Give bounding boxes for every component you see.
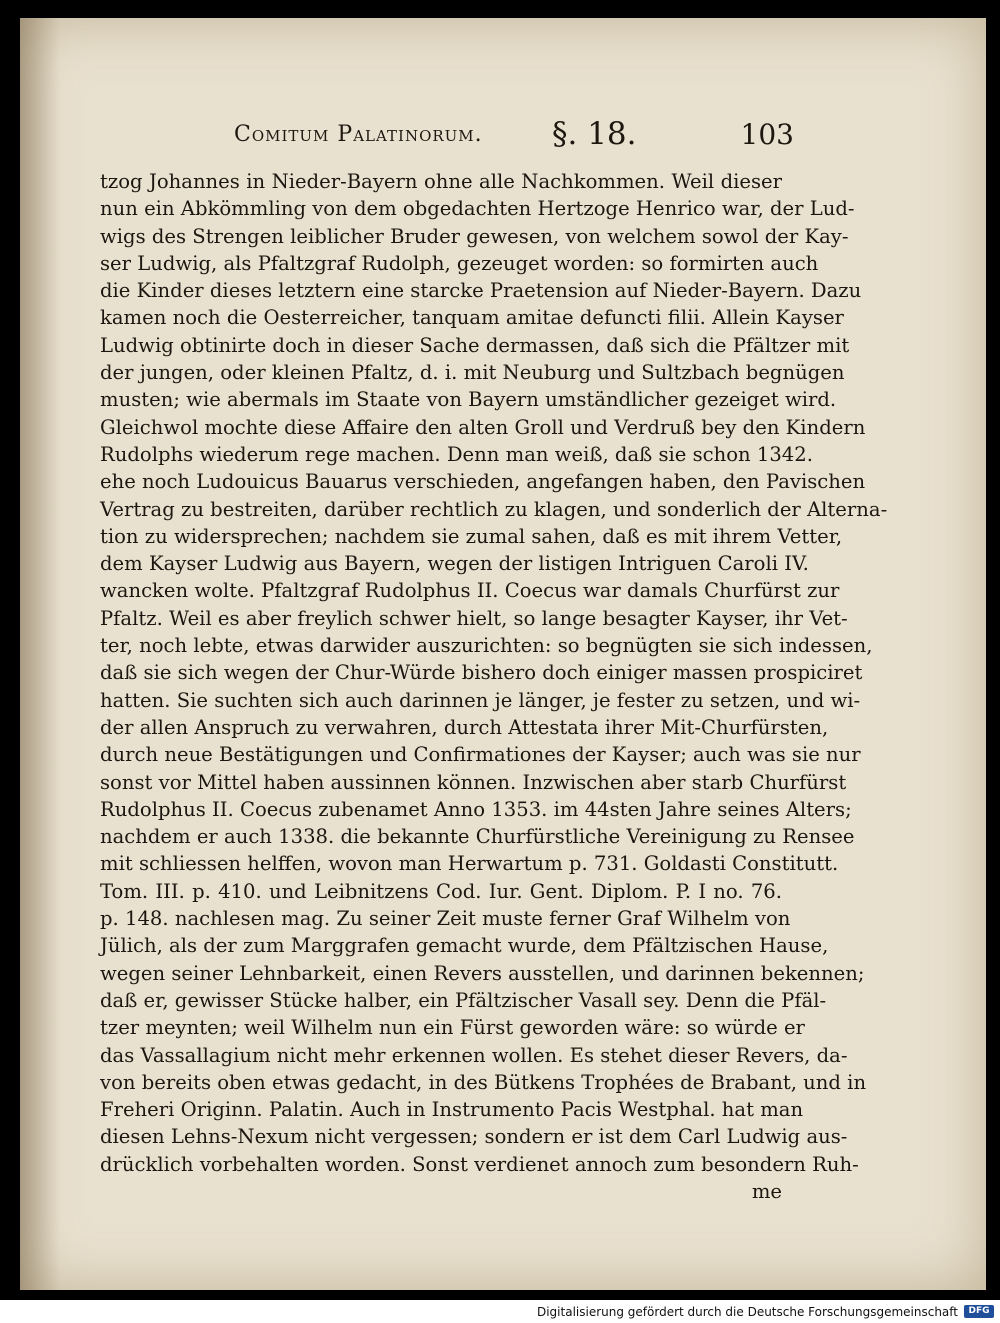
text-line: nachdem er auch 1338. die bekannte Churfürstliche Vereinigung zu Rensee <box>100 825 855 849</box>
text-line: durch neue Bestätigungen und Confirmationes der Kayser; auch was sie nur <box>100 743 861 767</box>
dfg-logo: DFG <box>964 1305 994 1318</box>
section-number: §. 18. <box>552 116 637 152</box>
text-line: Rudolphs wiederum rege machen. Denn man weiß, daß sie schon 1342. <box>100 442 813 466</box>
text-line: ter, noch lebte, etwas darwider auszurichten: so begnügten sie sich indessen, <box>100 634 873 658</box>
text-line: der jungen, oder kleinen Pfaltz, d. i. mit Neuburg und Sultzbach begnügen <box>100 361 845 385</box>
digitization-footer <box>0 1300 1000 1323</box>
text-line: Vertrag zu bestreiten, darüber rechtlich zu klagen, und sonderlich der Alterna- <box>100 497 888 521</box>
text-line: wegen seiner Lehnbarkeit, einen Revers ausstellen, und darinnen bekennen; <box>100 961 865 985</box>
body-text <box>100 168 888 1205</box>
text-line: von bereits oben etwas gedacht, in des Bütkens Trophées de Brabant, und in <box>100 1070 867 1094</box>
text-line: mit schliessen helffen, wovon man Herwartum p. 731. Goldasti Constitutt. <box>100 852 839 876</box>
text-line: me <box>751 1179 782 1203</box>
text-line: daß sie sich wegen der Chur-Würde bishero doch einiger massen prospiciret <box>100 661 863 685</box>
book-page <box>20 18 986 1290</box>
text-line: tzer meynten; weil Wilhelm nun ein Fürst geworden wäre: so würde er <box>100 1016 805 1040</box>
text-line: sonst vor Mittel haben aussinnen können. Inzwischen aber starb Churfürst <box>100 770 847 794</box>
text-line: ehe noch Ludouicus Bauarus verschieden, angefangen haben, den Pavischen <box>100 470 866 494</box>
text-line: Gleichwol mochte diese Affaire den alten Groll und Verdruß bey den Kindern <box>100 415 866 439</box>
text-line: Tom. III. p. 410. und Leibnitzens Cod. Iur. Gent. Diplom. P. I no. 76. <box>100 879 782 903</box>
text-line: Ludwig obtinirte doch in dieser Sache dermassen, daß sich die Pfältzer mit <box>100 333 850 357</box>
text-line: Pfaltz. Weil es aber freylich schwer hielt, so lange besagter Kayser, ihr Vet- <box>100 606 848 630</box>
funding-credit: Digitalisierung gefördert durch die Deutsche Forschungsgemeinschaft <box>536 1305 958 1319</box>
text-line: die Kinder dieses letztern eine starcke Praetension auf Nieder-Bayern. Dazu <box>100 279 862 303</box>
text-line: wigs des Strengen leiblicher Bruder gewesen, von welchem sowol der Kay- <box>100 224 849 248</box>
text-line: diesen Lehns-Nexum nicht vergessen; sondern er ist dem Carl Ludwig aus- <box>100 1125 848 1149</box>
text-line: der allen Anspruch zu verwahren, durch Attestata ihrer Mit-Churfürsten, <box>100 715 829 739</box>
text-line: drücklich vorbehalten worden. Sonst verdienet annoch zum besondern Ruh- <box>100 1152 859 1176</box>
text-line: Rudolphus II. Coecus zubenamet Anno 1353. im 44sten Jahre seines Alters; <box>100 797 852 821</box>
running-title: Comitum Palatinorum. <box>234 122 483 147</box>
running-header <box>234 114 794 154</box>
text-line: hatten. Sie suchten sich auch darinnen je länger, je fester zu setzen, und wi- <box>100 688 861 712</box>
page-number: 103 <box>740 118 794 151</box>
text-line: dem Kayser Ludwig aus Bayern, wegen der listigen Intriguen Caroli IV. <box>100 552 809 576</box>
text-line: Jülich, als der zum Marggrafen gemacht wurde, dem Pfältzischen Hause, <box>100 934 829 958</box>
text-line: kamen noch die Oesterreicher, tanquam amitae defuncti filii. Allein Kayser <box>100 306 844 330</box>
text-line: das Vassallagium nicht mehr erkennen wollen. Es stehet dieser Revers, da- <box>100 1043 848 1067</box>
text-line: wancken wolte. Pfaltzgraf Rudolphus II. Coecus war damals Churfürst zur <box>100 579 840 603</box>
text-line: p. 148. nachlesen mag. Zu seiner Zeit muste ferner Graf Wilhelm von <box>100 907 791 931</box>
text-line: nun ein Abkömmling von dem obgedachten Hertzoge Henrico war, der Lud- <box>100 197 855 221</box>
text-line: tion zu widersprechen; nachdem sie zumal sahen, daß es mit ihrem Vetter, <box>100 524 843 548</box>
text-line: tzog Johannes in Nieder-Bayern ohne alle Nachkommen. Weil dieser <box>100 170 782 193</box>
text-line: musten; wie abermals im Staate von Bayern umständlicher gezeiget wird. <box>100 388 837 412</box>
text-line: Freheri Originn. Palatin. Auch in Instrumento Pacis Westphal. hat man <box>100 1098 804 1122</box>
text-line: daß er, gewisser Stücke halber, ein Pfältzischer Vasall sey. Denn die Pfäl- <box>100 988 827 1012</box>
text-line: ser Ludwig, als Pfaltzgraf Rudolph, gezeuget worden: so formirten auch <box>100 251 819 275</box>
